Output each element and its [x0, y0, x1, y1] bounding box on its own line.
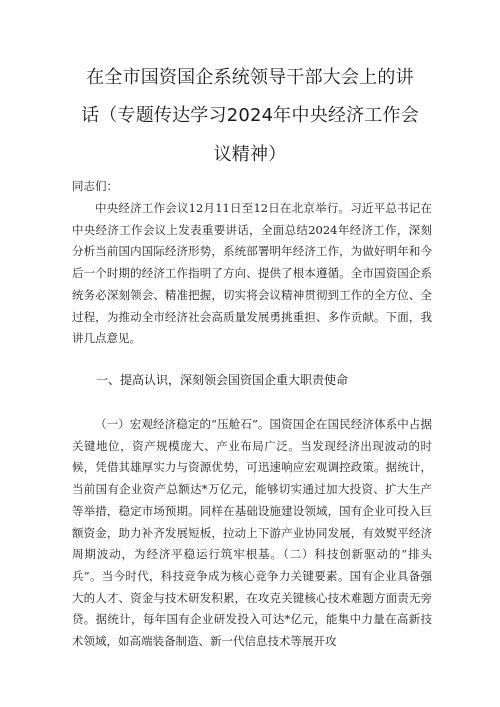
- document-title-line-1: 在全市国资国企系统领导干部大会上的讲: [86, 67, 414, 88]
- body-paragraph-section-1: （一）宏观经济稳定的“压舱石”。国资国企在国民经济体系中占据关键地位，资产规模庞大、产业布局广泛。当发现经济出现波动的时候，凭借其雄厚实力与资源优势，可迅速响应宏观调控政策。据统计，当前国有企业资产总额达*万亿元，能够切实通过加大投资、扩大生产等举措，稳定市场预期。同样在基础设施建设领域，国有企业可投入巨额资金，助力补齐发展短板，拉动上下游产业协同发展，有效熨平经济周期波动，为经济平稳运行筑牢根基。（二）科技创新驱动的“排头兵”。当今时代，科技竞争成为核心竞争力关键要素。国有企业具备强大的人才、资金与技术研发积累，在攻克关键核心技术难题方面责无旁贷。据统计，每年国有企业研发投入可达*亿元，能集中力量在高新技术领域，如高端装备制造、新一代信息技术等展开攻: [72, 417, 432, 649]
- body-paragraph-intro: 中央经济工作会议12月11日至12日在北京举行。习近平总书记在中央经济工作会议上发表重要讲话，全面总结2024年经济工作，深刻分析当前国内国际经济形势，系统部署明年经济工作，为做好明年和今后一个时期的经济工作指明了方向、提供了根本遵循。全市国资国企系统务必深刻领会、精准把握，切实将会议精神贯彻到工作的全方位、全过程，为推动全市经济社会高质量发展勇挑重担、多作贡献。下面，我讲几点意见。: [72, 201, 432, 346]
- document-title-line-2: 话（专题传达学习2024年中央经济工作会: [81, 105, 419, 126]
- document-title-line-3: 议精神）: [213, 144, 287, 165]
- section-heading-1: 一、提高认识，深刻领会国资国企重大职责使命: [96, 373, 349, 387]
- salutation: 同志们：: [72, 179, 118, 193]
